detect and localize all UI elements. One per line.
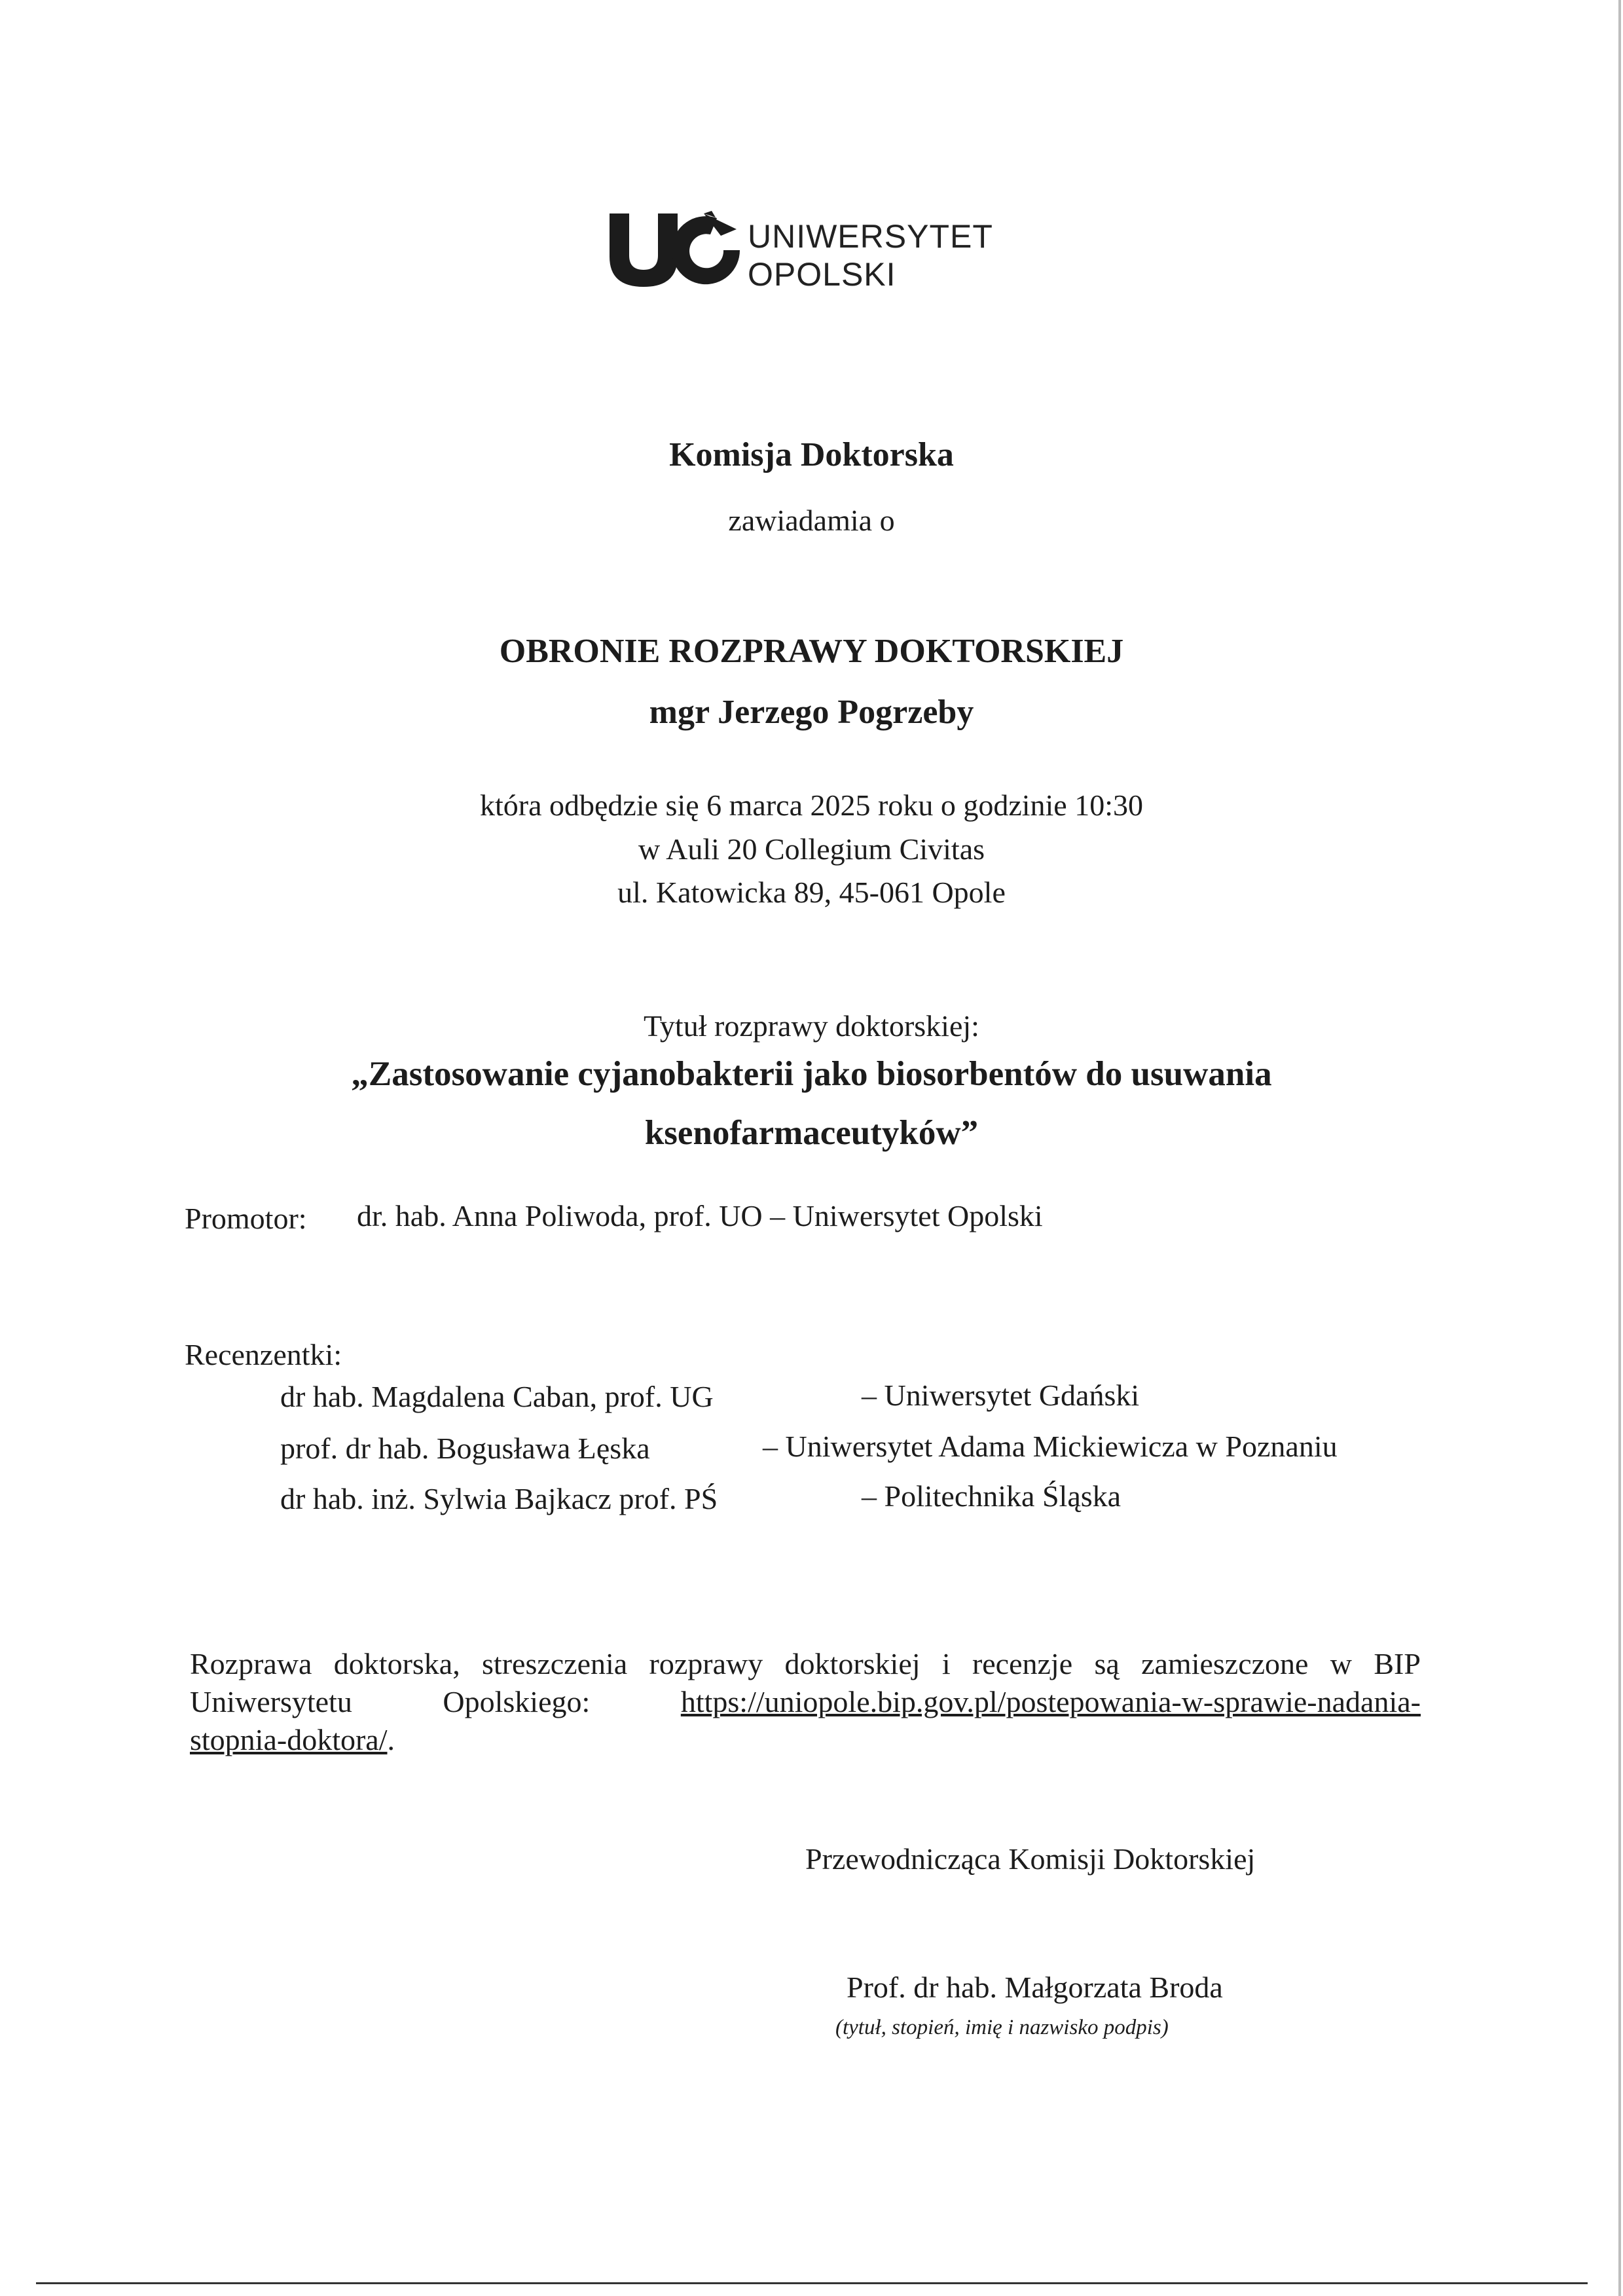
defense-address: ul. Katowicka 89, 45-061 Opole [617, 876, 1006, 909]
logo-text [748, 217, 993, 293]
uo-logo-icon [606, 210, 750, 288]
bip-word: recenzje [972, 1647, 1073, 1680]
bip-word: zamieszczone [1141, 1647, 1309, 1680]
candidate-name: mgr Jerzego Pogrzeby [649, 694, 974, 731]
defense-date: która odbędzie się 6 marca 2025 roku o godzinie 10:30 [480, 788, 1143, 822]
signature-name: Prof. dr hab. Małgorzata Broda [847, 1971, 1223, 2004]
bip-line-3 [190, 1721, 1421, 1759]
announces-text: zawiadamia o [728, 504, 895, 537]
promoter-label: Promotor: [185, 1202, 307, 1235]
logo-line-1: UNIWERSYTET [748, 218, 993, 255]
right-scan-edge [1618, 0, 1621, 2296]
bip-word: doktorskiej [784, 1647, 921, 1680]
logo-line-2: OPOLSKI [748, 256, 896, 293]
bip-word: Opolskiego: [443, 1685, 591, 1718]
bip-link-part-1[interactable]: https://uniopole.bip.gov.pl/postepowania-w-sprawie-nadania- [680, 1685, 1421, 1718]
bip-word: doktorska, [333, 1647, 460, 1680]
bip-trailing: . [387, 1723, 395, 1756]
bip-word: są [1094, 1647, 1120, 1680]
signature-role: Przewodnicząca Komisji Doktorskiej [805, 1842, 1256, 1876]
university-logo [606, 196, 1064, 295]
reviewers-label: Recenzentki: [185, 1338, 342, 1371]
bip-word: w [1330, 1647, 1353, 1680]
reviewer-name: dr hab. inż. Sylwia Bajkacz prof. PŚ [280, 1482, 718, 1515]
defense-venue: w Auli 20 Collegium Civitas [638, 832, 985, 866]
thesis-title-line-2: ksenofarmaceutyków” [644, 1114, 979, 1152]
reviewer-name: prof. dr hab. Bogusława Łęska [280, 1432, 650, 1465]
thesis-title-line-1: „Zastosowanie cyjanobakterii jako biosorbentów do usuwania [351, 1055, 1272, 1093]
bip-word: Rozprawa [190, 1647, 312, 1680]
bip-paragraph [190, 1645, 1421, 1759]
committee-heading: Komisja Doktorska [669, 436, 954, 473]
bip-word: i [941, 1647, 951, 1680]
bip-word: streszczenia [482, 1647, 628, 1680]
bip-line-2 [190, 1683, 1421, 1721]
bip-word: rozprawy [649, 1647, 763, 1680]
thesis-label: Tytuł rozprawy doktorskiej: [644, 1009, 979, 1043]
bip-word: BIP [1374, 1647, 1421, 1680]
signature-caption: (tytuł, stopień, imię i nazwisko podpis) [835, 2016, 1169, 2039]
reviewer-affiliation: – Politechnika Śląska [862, 1479, 1122, 1513]
reviewer-affiliation: – Uniwersytet Adama Mickiewicza w Poznaniu [763, 1430, 1338, 1463]
bip-line-1 [190, 1645, 1421, 1683]
reviewer-affiliation: – Uniwersytet Gdański [862, 1379, 1140, 1412]
bip-word: Uniwersytetu [190, 1685, 352, 1718]
defense-heading: OBRONIE ROZPRAWY DOKTORSKIEJ [499, 633, 1124, 670]
bip-link-part-2[interactable]: stopnia-doktora/ [190, 1723, 388, 1756]
bottom-scan-edge [36, 2282, 1588, 2284]
reviewer-name: dr hab. Magdalena Caban, prof. UG [280, 1380, 714, 1413]
promoter-name: dr. hab. Anna Poliwoda, prof. UO – Uniwersytet Opolski [357, 1199, 1043, 1232]
